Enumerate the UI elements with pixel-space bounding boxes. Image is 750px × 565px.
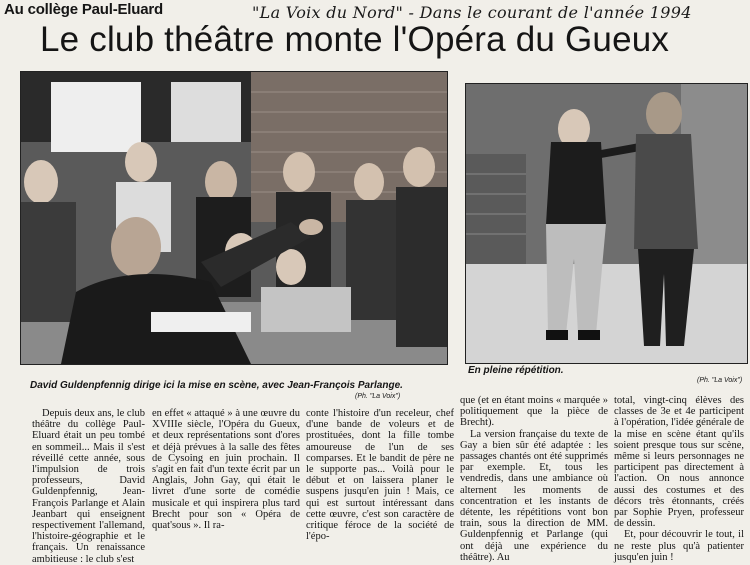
rehearsal-scene-photo (465, 83, 748, 364)
handwritten-source-note: "La Voix du Nord" - Dans le courant de l'année 1994 (252, 3, 692, 22)
article-headline: Le club théâtre monte l'Opéra du Gueux (40, 20, 670, 59)
left-photo-caption: David Guldenpfennig dirige ici la mise en scène, avec Jean-François Parlange. (30, 380, 403, 391)
body-paragraph: total, vingt-cinq élèves des classes de 3e et 4e participent à l'opération, l'idée générale de la mise en scène étant qu'ils soient presque tous sur scène, même si leurs personnages ne participent pas directement à l'action. On nous annonce aussi des costumes et des décors très étonnants, créés par Sophie Pryen, professeur de dessin. (614, 395, 745, 530)
body-paragraph: La version française du texte de Gay a bien sûr été adaptée : les passages chantés ont été supprimés par exemple. Et, tous les vendredis, dans une ambiance où alternent les moments de concentration et les instants de détente, les répétitions vont bon train, sous la direction de MM. Guldenpfennig et Parlange (qui ont déjà une expérience du théâtre). Au (460, 428, 608, 563)
body-paragraph: que (et en étant moins « marquée » politiquement que la pièce de Brecht). (460, 395, 608, 429)
right-photo-caption: En pleine répétition. (468, 365, 564, 376)
left-photo-credit: (Ph. "La Voix") (355, 393, 401, 400)
right-photo-credit: (Ph. "La Voix") (697, 377, 743, 384)
body-paragraph: Depuis deux ans, le club théâtre du collège Paul-Eluard était un peu tombé en sommeil... Mais il s'est réveillé cette année, sous l'impulsion de trois professeurs, David Guldenpfennig, Jean-François Parlange et Alain Jeanbart qui enseignent respectivement l'allemand, l'histoire-géographie et le français. Un renaissance ambitieuse : le club s'est (32, 408, 145, 565)
rehearsal-group-photo (20, 71, 448, 365)
body-column-3 (306, 408, 454, 542)
body-column-4 (460, 395, 608, 563)
body-paragraph: Et, pour découvrir le tout, il ne reste plus qu'à patienter jusqu'en juin ! (614, 529, 744, 563)
body-column-1 (32, 408, 145, 565)
article-kicker: Au collège Paul-Eluard (4, 1, 163, 18)
body-paragraph: conte l'histoire d'un receleur, chef d'une bande de voleurs et de prostituées, dont la fille tombe amoureuse de l'un de ses comparses. Et le bandit de père ne le supporte pas... Voilà pour le début et on laissera planer le suspens jusqu'en juin ! Mais, ce qui est surtout intéressant dans cette œuvre, c'est son caractère de critique féroce de la société de l'épo- (306, 408, 454, 543)
body-paragraph: en effet « attaqué » à une œuvre du XVIIIe siècle, l'Opéra du Gueux, et deux représentations sont d'ores et déjà prévues à la salle des fêtes de Cysoing en juin prochain. Il s'agit en fait d'un texte écrit par un Anglais, John Gay, qui était le livret d'une sorte de comédie musicale et qui inspirera plus tard Brecht pour son « Opéra de quat'sous ». Il ra- (152, 408, 300, 532)
body-column-2 (152, 408, 300, 531)
body-column-5 (614, 395, 744, 563)
